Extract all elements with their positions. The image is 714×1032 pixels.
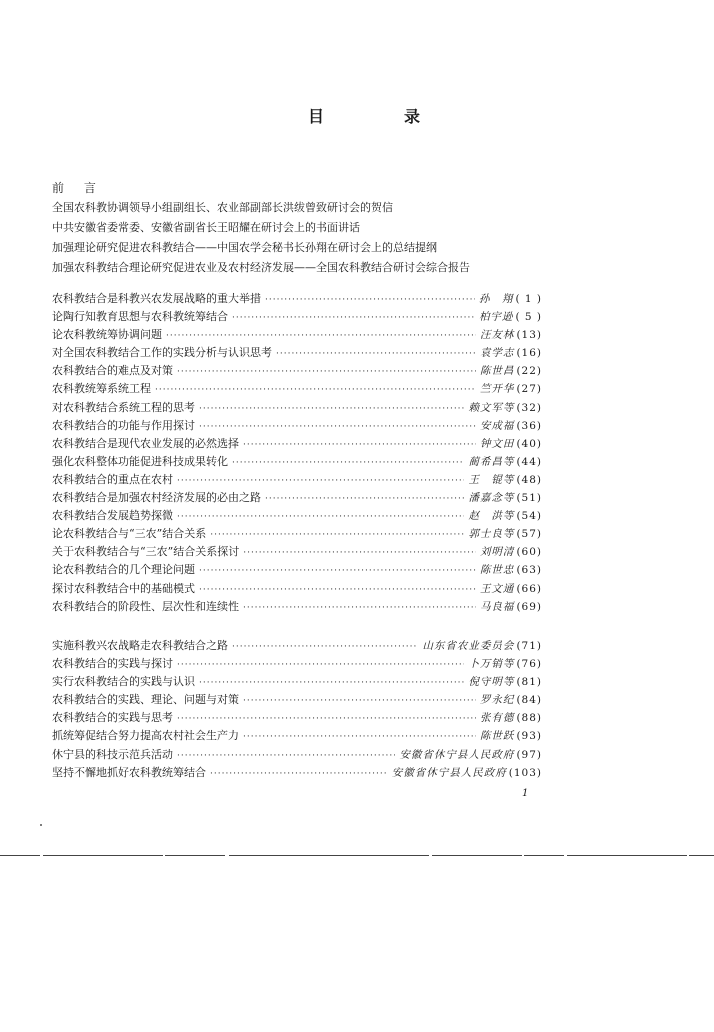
toc-entry-title: 坚持不懈地抓好农科教统筹结合 — [52, 765, 206, 779]
toc-entry-author: 安徽省休宁县人民政府 — [391, 766, 507, 779]
toc-entry-title: 论农科教结合与“三农”结合关系 — [52, 527, 207, 541]
toc-entry-title: 农科教结合是现代农业发展的必然选择 — [52, 436, 239, 450]
dot-leader — [276, 345, 476, 363]
preface-item: 中共安徽省委常委、安徽省副省长王昭耀在研讨会上的书面讲话 — [52, 221, 360, 234]
dot-leader — [199, 400, 464, 418]
toc-entry[interactable] — [52, 525, 542, 543]
toc-entry-page: (32) — [516, 401, 542, 414]
dot-leader — [243, 436, 476, 454]
toc-entry-page: (66) — [516, 582, 542, 595]
dot-leader — [243, 544, 476, 562]
toc-entry-page: (57) — [516, 528, 542, 541]
toc-entry[interactable] — [52, 308, 542, 326]
toc-entry[interactable] — [52, 764, 542, 782]
toc-entry-author: 汪友林 — [479, 329, 515, 342]
dot-leader — [199, 674, 464, 692]
toc-entry[interactable] — [52, 453, 542, 471]
toc-entry-page: (22) — [516, 365, 542, 378]
toc-entry-author: 袁学志 — [479, 347, 515, 360]
toc-entry[interactable] — [52, 655, 542, 673]
dot-leader — [199, 418, 476, 436]
dot-leader — [177, 747, 395, 765]
dot-leader — [232, 454, 464, 472]
toc-entry[interactable] — [52, 326, 542, 344]
toc-entry-title: 农科教结合发展趋势探微 — [52, 509, 173, 523]
page-number: 1 — [522, 788, 529, 799]
toc-entry-author: 赵 洪等 — [468, 510, 515, 523]
dot-leader — [210, 526, 464, 544]
toc-entry-title: 农科教结合的阶段性、层次性和连续性 — [52, 599, 239, 613]
toc-entry-page: (27) — [516, 383, 542, 396]
dot-leader — [210, 765, 388, 783]
preface-item: 全国农科教协调领导小组副组长、农业部副部长洪绂曾致研讨会的贺信 — [52, 201, 393, 214]
toc-entry-author: 潘嘉念等 — [468, 492, 515, 505]
toc-entry-author: 张有德 — [479, 712, 515, 725]
dot-leader — [177, 363, 476, 381]
dot-leader — [232, 638, 418, 656]
toc-entry-page: (69) — [516, 600, 542, 613]
dot-leader — [166, 327, 476, 345]
dot-leader — [199, 581, 476, 599]
toc-entry[interactable] — [52, 673, 542, 691]
dot-leader — [265, 291, 475, 309]
toc-entry[interactable] — [52, 727, 542, 745]
toc-entry-title: 农科教统筹系统工程 — [52, 382, 151, 396]
toc-entry-author: 山东省农业委员会 — [422, 640, 515, 652]
toc-entry-title: 探讨农科教结合中的基础模式 — [52, 581, 195, 595]
toc-entry[interactable] — [52, 561, 542, 579]
toc-entry-page: (103) — [508, 766, 542, 779]
toc-entry[interactable] — [52, 290, 542, 308]
toc-entry-author: 倪守明等 — [468, 676, 515, 689]
preface-heading: 前 言 — [52, 181, 104, 195]
toc-entry-author: 陈世忠 — [479, 564, 515, 577]
dot-leader — [243, 692, 476, 710]
toc-entry-page: (60) — [516, 546, 542, 559]
toc-entry[interactable] — [52, 691, 542, 709]
toc-entry-author: 安成福 — [479, 419, 515, 432]
toc-entry-title: 农科教结合是科教兴农发展战略的重大举措 — [52, 292, 261, 305]
toc-entry-page: (54) — [516, 510, 542, 523]
toc-entry-author: 安徽省休宁县人民政府 — [399, 748, 515, 761]
toc-entry-author: 郭士良等 — [468, 528, 515, 541]
toc-entry-title: 农科教结合的实践、理论、问题与对策 — [52, 693, 239, 707]
toc-entry-title: 对全国农科教结合工作的实践分析与认识思考 — [52, 346, 272, 360]
toc-entry-author: 蔺希昌等 — [468, 455, 515, 468]
toc-entry-page: (44) — [516, 455, 542, 468]
toc-entry-page: (40) — [516, 437, 542, 450]
dot-leader — [243, 728, 476, 746]
toc-entry-page: (97) — [516, 748, 542, 761]
toc-entry[interactable] — [52, 598, 542, 616]
toc-entry-title: 论陶行知教育思想与农科教统筹结合 — [52, 310, 228, 324]
toc-entry-page: (76) — [516, 658, 542, 671]
dot-leader — [199, 562, 476, 580]
toc-entry[interactable] — [52, 746, 542, 764]
dot-leader — [177, 508, 464, 526]
toc-entry-title: 实行农科教结合的实践与认识 — [52, 675, 195, 689]
dot-leader — [243, 599, 476, 617]
toc-entry-title: 论农科教结合的几个理论问题 — [52, 563, 195, 577]
toc-entry-title: 农科教结合的实践与思考 — [52, 711, 173, 725]
toc-entry[interactable] — [52, 637, 542, 655]
toc-entry-author: 竺开华 — [479, 383, 515, 396]
toc-entry-title: 实施科教兴农战略走农科教结合之路 — [52, 639, 228, 652]
toc-entry-page: (36) — [516, 419, 542, 432]
toc-entry-author: 赖文军等 — [468, 401, 515, 414]
toc-entry[interactable] — [52, 489, 542, 507]
toc-entry-page: (84) — [516, 694, 542, 707]
toc-entry-title: 农科教结合的难点及对策 — [52, 364, 173, 378]
toc-entry[interactable] — [52, 399, 542, 417]
toc-entry-page: (63) — [516, 564, 542, 577]
toc-entry-page: (13) — [516, 329, 542, 342]
toc-entry-author: 王 锟等 — [468, 473, 515, 486]
toc-entry[interactable] — [52, 471, 542, 489]
dot-leader — [177, 472, 464, 490]
toc-entry-page: (71) — [516, 640, 542, 652]
toc-entry-author: 刘明清 — [479, 546, 515, 559]
dot-leader — [177, 710, 476, 728]
toc-entry-author: 卜万销等 — [468, 658, 515, 671]
toc-section-practice — [52, 637, 542, 782]
toc-entry-page: (48) — [516, 473, 542, 486]
dot-leader — [265, 490, 464, 508]
toc-entry-title: 农科教结合是加强农村经济发展的必由之路 — [52, 491, 261, 505]
toc-entry-title: 农科教结合的重点在农村 — [52, 472, 173, 486]
toc-entry[interactable] — [52, 580, 542, 598]
preface-block — [52, 178, 572, 278]
toc-entry-author: 王文通 — [479, 582, 515, 595]
toc-section-papers — [52, 290, 542, 616]
toc-entry-title: 休宁县的科技示范兵活动 — [52, 747, 173, 761]
scan-speck — [40, 824, 42, 826]
toc-entry-page: (88) — [516, 712, 542, 725]
toc-entry[interactable] — [52, 362, 542, 380]
toc-entry-author: 柏宇逊 — [478, 311, 514, 324]
toc-entry-page: ( 5 ) — [515, 311, 542, 324]
toc-entry[interactable] — [52, 543, 542, 561]
toc-entry[interactable] — [52, 709, 542, 727]
toc-entry-author: 陈世昌 — [479, 365, 515, 378]
toc-entry-page: (81) — [516, 676, 542, 689]
toc-entry-author: 钟文田 — [479, 437, 515, 450]
toc-entry-page: (16) — [516, 347, 542, 360]
dot-leader — [232, 309, 475, 327]
preface-item: 加强农科教结合理论研究促进农业及农村经济发展——全国农科教结合研讨会综合报告 — [52, 261, 470, 274]
toc-entry-author: 马良福 — [479, 600, 515, 613]
dot-leader — [155, 381, 476, 399]
toc-entry-page: (51) — [516, 492, 542, 505]
toc-entry-page: (93) — [516, 730, 542, 743]
dot-leader — [177, 656, 464, 674]
toc-entry[interactable] — [52, 435, 542, 453]
toc-entry-author: 陈世跃 — [479, 730, 515, 743]
toc-entry-title: 论农科教统筹协调问题 — [52, 328, 162, 342]
toc-entry[interactable] — [52, 380, 542, 398]
toc-entry-title: 农科教结合的实践与探讨 — [52, 657, 173, 671]
page-title: 目 录 — [307, 107, 452, 126]
toc-entry[interactable] — [52, 507, 542, 525]
toc-entry[interactable] — [52, 417, 542, 435]
toc-entry-author: 孙 翔 — [478, 293, 514, 305]
toc-entry-page: ( 1 ) — [515, 293, 542, 305]
toc-entry-title: 农科教结合的功能与作用探讨 — [52, 418, 195, 432]
toc-entry-title: 对农科教结合系统工程的思考 — [52, 400, 195, 414]
toc-entry-title: 抓统筹促结合努力提高农村社会生产力 — [52, 729, 239, 743]
scan-artifact-line — [0, 854, 714, 857]
toc-entry-title: 关于农科教结合与“三农”结合关系探讨 — [52, 545, 240, 559]
toc-entry-title: 强化农科整体功能促进科技成果转化 — [52, 454, 228, 468]
toc-entry[interactable] — [52, 344, 542, 362]
toc-entry-author: 罗永纪 — [479, 694, 515, 707]
preface-item: 加强理论研究促进农科教结合——中国农学会秘书长孙翔在研讨会上的总结提纲 — [52, 241, 437, 254]
